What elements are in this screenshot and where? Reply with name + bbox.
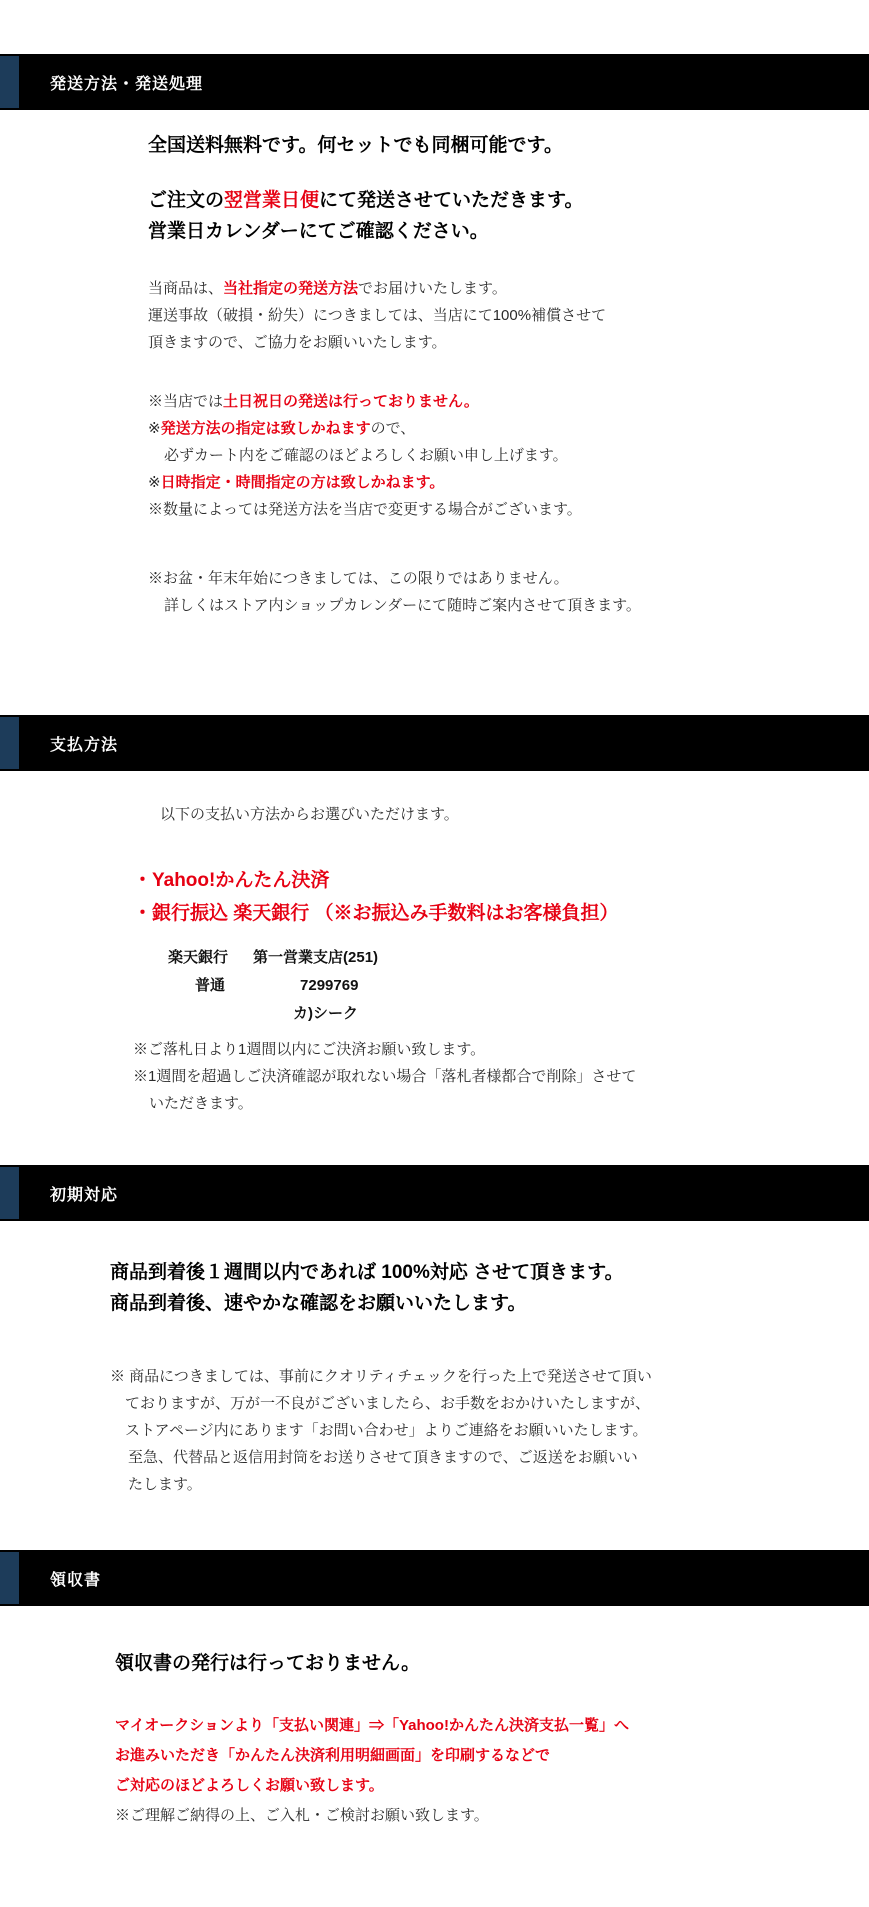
section-initial-response-content (0, 1221, 869, 1498)
text-segment: 詳しくはストア内ショップカレンダーにて随時ご案内させて頂きます。 (164, 597, 641, 614)
text-line (115, 1711, 839, 1741)
header-accent-bar (0, 1552, 19, 1604)
text-line (133, 897, 839, 930)
text-segment: たします。 (128, 1476, 202, 1493)
text-line (148, 302, 839, 329)
text-line (115, 1648, 839, 1679)
text-segment: ※ご理解ご納得の上、ご入札・ご検討お願い致します。 (115, 1807, 489, 1824)
page (0, 54, 869, 1855)
text-block-para (148, 565, 839, 619)
text-segment: ※お盆・年末年始につきましては、この限りではありません。 (148, 570, 569, 587)
text-segment: 7299769 (300, 977, 359, 994)
section-receipt-content (0, 1606, 869, 1855)
text-line (110, 1417, 839, 1444)
text-segment: 運送事故（破損・紛失）につきましては、当店にて100%補償させて (148, 307, 607, 324)
text-line (133, 1000, 839, 1028)
text-block-lead (110, 1257, 839, 1319)
text-segment: 土日祝日の発送は行っておりません。 (223, 393, 479, 410)
section-payment-header (0, 715, 869, 771)
text-segment: 頂きますので、ご協力をお願いいたします。 (148, 334, 447, 351)
section-payment (0, 715, 869, 1117)
section-shipping-header (0, 54, 869, 110)
text-line (110, 1471, 839, 1498)
text-line (133, 1063, 839, 1090)
section-shipping-content (0, 110, 869, 619)
text-segment: 発送方法の指定は致しかねます (160, 420, 371, 437)
text-line (133, 1090, 839, 1117)
text-segment: ご注文の (148, 190, 225, 211)
text-segment: 日時指定・時間指定の方は致しかねます。 (160, 474, 445, 491)
text-segment: 楽天銀行 (168, 949, 229, 966)
text-line (110, 1363, 839, 1390)
text-line (148, 469, 839, 496)
text-line (148, 216, 839, 247)
section-initial-response-header (0, 1165, 869, 1221)
text-segment: 以下の支払い方法からお選びいただけます。 (160, 806, 459, 823)
header-accent-bar (0, 1167, 19, 1219)
text-line (110, 1390, 839, 1417)
section-initial-response (0, 1165, 869, 1498)
text-segment: でお届けいたします。 (358, 280, 507, 297)
text-segment: ・Yahoo!かんたん決済 (133, 870, 330, 891)
text-segment: ご対応のほどよろしくお願い致します。 (115, 1777, 384, 1794)
text-line (148, 388, 839, 415)
header-accent-bar (0, 717, 19, 769)
text-line (110, 1288, 839, 1319)
text-segment: 当商品は、 (148, 280, 224, 297)
text-line (115, 1801, 839, 1831)
text-block-para (148, 275, 839, 356)
text-block-bank (133, 944, 839, 1028)
text-line (115, 1741, 839, 1771)
text-segment: いただきます。 (149, 1095, 253, 1112)
text-line (148, 496, 839, 523)
text-segment: 全国送料無料です。何セットでも同梱可能です。 (148, 135, 563, 156)
text-segment: ※ご落札日より1週間以内にご決済お願い致します。 (133, 1041, 486, 1058)
text-segment: にて発送させていただきます。 (319, 190, 584, 211)
text-segment: ので、 (370, 420, 416, 437)
text-block-para (133, 801, 839, 828)
text-segment: マイオークションより「支払い関連」⇒「Yahoo!かんたん決済支払一覧」へ (115, 1717, 629, 1734)
text-line (148, 275, 839, 302)
text-line (115, 1771, 839, 1801)
text-line (110, 1257, 839, 1288)
text-block-lead (148, 185, 839, 247)
text-segment: 至急、代替品と返信用封筒をお送りさせて頂きますので、ご返送をお願いい (128, 1449, 638, 1466)
text-segment: 必ずカート内をご確認のほどよろしくお願い申し上げます。 (164, 447, 568, 464)
section-receipt (0, 1550, 869, 1855)
text-block-para (110, 1363, 839, 1498)
section-payment-content (0, 771, 869, 1117)
text-segment: カ)シーク (293, 1005, 358, 1022)
text-segment: ※ (148, 474, 161, 491)
text-segment: 普通 (195, 977, 226, 994)
section-receipt-header (0, 1550, 869, 1606)
text-line (133, 972, 839, 1000)
text-line (133, 944, 839, 972)
text-line (148, 329, 839, 356)
text-line (148, 130, 839, 161)
section-shipping-title: 発送方法・発送処理 (50, 75, 204, 93)
text-line (110, 1444, 839, 1471)
text-block-bullets (133, 864, 839, 930)
section-shipping (0, 54, 869, 619)
text-block-lead (115, 1648, 839, 1679)
text-segment: 第一営業支店(251) (253, 949, 379, 966)
text-segment: ※当店では (148, 393, 224, 410)
text-segment: ・銀行振込 楽天銀行 （※お振込み手数料はお客様負担） (133, 903, 619, 924)
section-initial-response-title: 初期対応 (50, 1186, 119, 1204)
section-payment-title: 支払方法 (50, 736, 119, 754)
text-block-lead (148, 130, 839, 161)
text-segment: ※ 商品につきましては、事前にクオリティチェックを行った上で発送させて頂い (110, 1368, 652, 1385)
text-segment: ※ (148, 420, 161, 437)
text-segment: ※数量によっては発送方法を当店で変更する場合がございます。 (148, 501, 582, 518)
text-segment: 領収書の発行は行っておりません。 (115, 1653, 421, 1674)
text-line (148, 415, 839, 442)
text-segment: ストアページ内にあります「お問い合わせ」よりご連絡をお願いいたします。 (125, 1422, 648, 1439)
text-segment: ておりますが、万が一不良がございましたら、お手数をおかけいたしますが、 (125, 1395, 651, 1412)
text-line (133, 1036, 839, 1063)
text-segment: お進みいただき「かんたん決済利用明細画面」を印刷するなどで (115, 1747, 551, 1764)
text-block-para (115, 1711, 839, 1831)
text-segment: 商品到着後、速やかな確認をお願いいたします。 (110, 1293, 527, 1314)
text-line (148, 185, 839, 216)
text-line (148, 565, 839, 592)
text-segment: 営業日カレンダーにてご確認ください。 (148, 221, 489, 242)
text-line (133, 864, 839, 897)
text-line (148, 442, 839, 469)
text-block-para (133, 1036, 839, 1117)
text-line (148, 592, 839, 619)
text-segment: 翌営業日便 (224, 190, 320, 211)
text-block-para (148, 388, 839, 523)
text-line (133, 801, 839, 828)
section-receipt-title: 領収書 (50, 1571, 102, 1589)
text-segment: ※1週間を超過しご決済確認が取れない場合「落札者様都合で削除」させて (133, 1068, 637, 1085)
header-accent-bar (0, 56, 19, 108)
text-segment: 当社指定の発送方法 (223, 280, 359, 297)
text-segment: 商品到着後１週間以内であれば 100%対応 させて頂きます。 (110, 1262, 624, 1283)
